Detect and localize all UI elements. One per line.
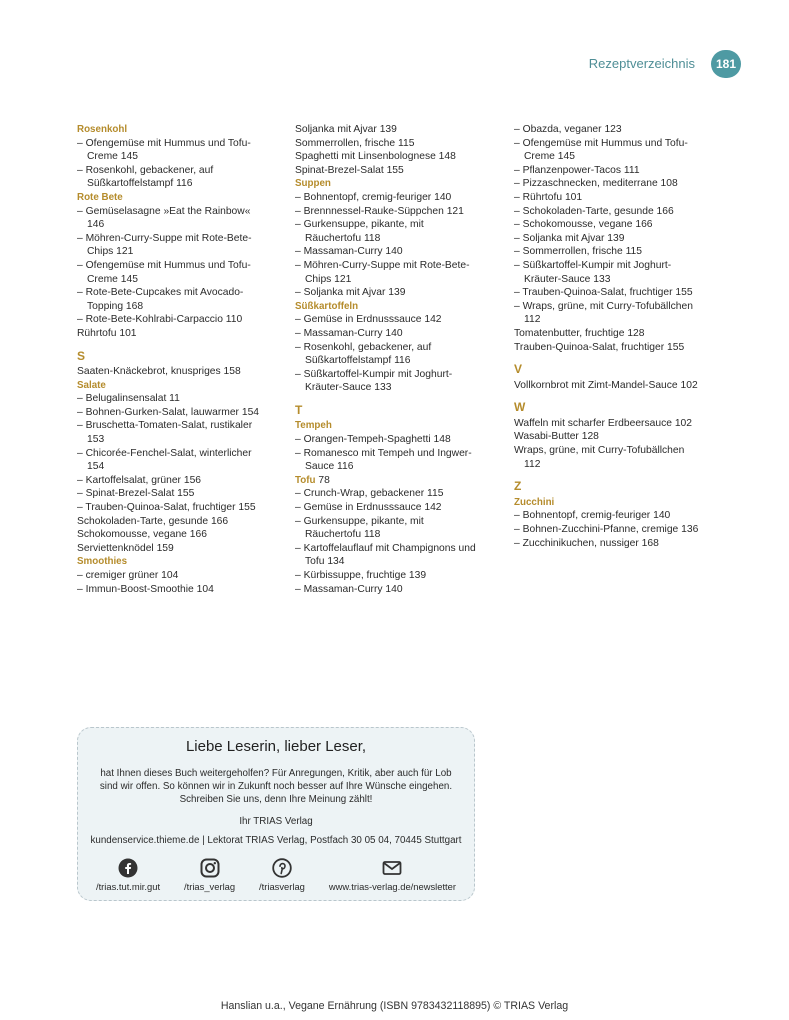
index-entry-continuation: Süßkartoffelstampf 116 xyxy=(87,178,193,190)
reader-text-line: sind wir offen. So können wir in Zukunft noch besser auf Ihre Wünsche eingehen. xyxy=(99,781,453,792)
index-subentry xyxy=(514,523,729,537)
page-number-badge: 181 xyxy=(711,50,741,78)
index-subentry-text: Kürbissuppe, fruchtige 139 xyxy=(303,570,427,581)
index-subentry xyxy=(295,515,495,529)
index-subentry xyxy=(77,259,282,273)
index-subentry xyxy=(295,313,495,327)
index-subentry xyxy=(514,286,729,300)
index-entry: Trauben-Quinoa-Salat, fruchtiger 155 xyxy=(514,341,685,353)
index-entry: Schokomousse, vegane 166 xyxy=(77,529,207,541)
index-subentry-text: Sommerrollen, frische 115 xyxy=(522,246,643,258)
index-subentry xyxy=(295,447,495,461)
index-subentry xyxy=(77,474,282,488)
social-label: www.trias-verlag.de/newsletter xyxy=(328,881,456,892)
index-entry-continuation: Creme 145 xyxy=(87,273,138,285)
dash-marker: – xyxy=(295,542,304,554)
dash-marker: – xyxy=(77,474,86,486)
dash-marker: – xyxy=(514,259,523,271)
index-subentry xyxy=(295,245,495,259)
dash-marker: – xyxy=(514,191,523,203)
index-subentry-text: Gemüse in Erdnusssauce 142 xyxy=(303,502,442,514)
dash-marker: – xyxy=(77,406,86,418)
index-subentry xyxy=(514,137,729,151)
dash-marker: – xyxy=(514,164,523,176)
index-subentry-text: Brennnessel-Rauke-Süppchen 121 xyxy=(303,205,464,217)
index-subentry-text: Romanesco mit Tempeh und Ingwer- xyxy=(303,447,472,459)
index-subentry-text: Crunch-Wrap, gebackener 115 xyxy=(303,488,444,500)
dash-marker: – xyxy=(514,510,523,522)
index-entry-continuation: 112 xyxy=(524,458,541,470)
index-subentry-text: Massaman-Curry 140 xyxy=(303,246,403,258)
index-entry-continuation: Kräuter-Sauce 133 xyxy=(524,273,611,285)
dash-marker: – xyxy=(295,570,304,581)
dash-marker: – xyxy=(295,434,304,446)
index-subheading: Rote Bete xyxy=(77,191,123,203)
reader-box-signature: Ihr TRIAS Verlag xyxy=(239,816,313,827)
index-entry: Saaten-Knäckebrot, knuspriges 158 xyxy=(77,366,241,378)
index-subentry xyxy=(514,205,729,219)
index-entry-continuation: Süßkartoffelstampf 116 xyxy=(305,355,411,367)
dash-marker: – xyxy=(295,259,304,271)
index-entry-continuation: 146 xyxy=(87,219,105,231)
dash-marker: – xyxy=(514,219,523,231)
index-subentry xyxy=(295,542,495,556)
index-subentry xyxy=(514,218,729,232)
index-subentry-text: Süßkartoffel-Kumpir mit Joghurt- xyxy=(522,259,672,271)
index-subentry-text: Kartoffelauflauf mit Champignons und xyxy=(303,542,476,554)
index-subheading: Süßkartoffeln xyxy=(295,300,359,312)
dash-marker: – xyxy=(514,124,523,135)
index-subentry-text: Gemüse in Erdnusssauce 142 xyxy=(303,314,442,326)
index-subentry-text: Spinat-Brezel-Salat 155 xyxy=(85,488,195,500)
index-subentry-text: Kartoffelsalat, grüner 156 xyxy=(85,474,202,486)
index-subentry-text: Möhren-Curry-Suppe mit Rote-Bete- xyxy=(85,232,252,244)
index-entry: Vollkornbrot mit Zimt-Mandel-Sauce 102 xyxy=(514,379,698,391)
index-entry-continuation: Chips 121 xyxy=(87,246,134,258)
index-subentry xyxy=(295,433,495,447)
index-subentry xyxy=(295,205,495,219)
dash-marker: – xyxy=(77,137,86,149)
index-subentry-text: Orangen-Tempeh-Spaghetti 148 xyxy=(303,434,451,446)
index-subentry xyxy=(295,501,495,515)
reader-box-text xyxy=(78,767,474,806)
index-entry: Spaghetti mit Linsenbolognese 148 xyxy=(295,151,456,163)
index-entry: Tomatenbutter, fruchtige 128 xyxy=(514,327,645,339)
index-subentry-text: Bohnen-Gurken-Salat, lauwarmer 154 xyxy=(85,406,260,418)
dash-marker: – xyxy=(77,420,86,432)
index-subentry-text: Trauben-Quinoa-Salat, fruchtiger 155 xyxy=(85,502,256,514)
index-subentry-text: Bohnentopf, cremig-feuriger 140 xyxy=(303,191,452,203)
index-subentry xyxy=(514,191,729,205)
index-entry-continuation: Creme 145 xyxy=(87,151,138,163)
index-subentry-text: Möhren-Curry-Suppe mit Rote-Bete- xyxy=(303,259,470,271)
index-subentry xyxy=(77,501,282,515)
index-subentry-text: Soljanka mit Ajvar 139 xyxy=(303,287,406,299)
index-subheading: Smoothies xyxy=(77,556,128,568)
index-entry: Rührtofu 101 xyxy=(77,327,137,339)
index-subentry xyxy=(77,392,282,406)
dash-marker: – xyxy=(77,205,86,217)
index-entry: Sommerrollen, frische 115 xyxy=(295,137,415,149)
social-links-row xyxy=(78,858,474,892)
index-subentry-text: Trauben-Quinoa-Salat, fruchtiger 155 xyxy=(522,287,693,299)
index-subentry-text: Bohnentopf, cremig-feuriger 140 xyxy=(522,510,671,522)
index-subentry xyxy=(295,487,495,501)
index-subentry-text: Bruschetta-Tomaten-Salat, rustikaler xyxy=(85,420,253,432)
index-subentry-text: Ofengemüse mit Hummus und Tofu- xyxy=(85,137,251,149)
index-subentry xyxy=(77,137,282,151)
index-page-number: 78 xyxy=(318,474,330,486)
dash-marker: – xyxy=(514,287,523,299)
dash-marker: – xyxy=(295,502,304,514)
dash-marker: – xyxy=(77,488,86,500)
dash-marker: – xyxy=(77,570,86,581)
index-subentry xyxy=(77,487,282,501)
index-subentry-text: Belugalinsensalat 11 xyxy=(85,393,180,405)
dash-marker: – xyxy=(514,232,523,244)
dash-marker: – xyxy=(295,219,304,231)
dash-marker: – xyxy=(514,178,523,190)
index-subentry xyxy=(514,164,729,178)
dash-marker: – xyxy=(295,287,304,299)
index-subentry-text: Gemüselasagne »Eat the Rainbow« xyxy=(85,205,251,217)
index-subentry xyxy=(514,259,729,273)
index-entry: Wraps, grüne, mit Curry-Tofubällchen xyxy=(514,445,685,457)
index-subentry-text: Gurkensuppe, pikante, mit xyxy=(303,219,424,231)
index-letter-heading: T xyxy=(295,402,303,417)
index-column-2 xyxy=(295,123,495,596)
dash-marker: – xyxy=(295,447,304,459)
index-column-3 xyxy=(514,123,729,550)
index-entry-continuation: Creme 145 xyxy=(524,151,575,163)
dash-marker: – xyxy=(514,537,523,549)
index-subentry-text: Zucchinikuchen, nussiger 168 xyxy=(522,537,659,549)
index-letter-heading: Z xyxy=(514,479,522,494)
dash-marker: – xyxy=(77,314,86,326)
index-subentry-text: Schokomousse, vegane 166 xyxy=(522,219,653,231)
index-subentry-text: Soljanka mit Ajvar 139 xyxy=(522,232,625,244)
index-entry-continuation: 112 xyxy=(524,314,541,326)
index-subentry-text: Chicorée-Fenchel-Salat, winterlicher xyxy=(85,447,252,459)
index-subentry xyxy=(514,300,729,314)
index-column-1 xyxy=(77,123,282,596)
index-subentry xyxy=(77,419,282,433)
index-entry-continuation: Chips 121 xyxy=(305,273,352,285)
index-subentry-text: cremiger grüner 104 xyxy=(85,570,179,581)
dash-marker: – xyxy=(295,488,304,500)
index-subentry xyxy=(514,232,729,246)
reader-feedback-box xyxy=(77,727,475,901)
index-subentry xyxy=(77,406,282,420)
dash-marker: – xyxy=(295,341,304,353)
social-link-pinterest[interactable] xyxy=(259,858,305,892)
index-entry-continuation: Tofu 134 xyxy=(305,556,345,568)
index-subentry-text: Rote-Bete-Cupcakes mit Avocado- xyxy=(85,287,244,299)
dash-marker: – xyxy=(77,447,86,459)
social-link-facebook[interactable] xyxy=(96,858,160,892)
index-entry-continuation: 153 xyxy=(87,434,105,446)
social-link-newsletter[interactable] xyxy=(329,858,456,892)
index-subentry-text: Obazda, veganer 123 xyxy=(522,124,622,135)
dash-marker: – xyxy=(295,246,304,258)
dash-marker: – xyxy=(295,205,304,217)
dash-marker: – xyxy=(514,300,523,312)
dash-marker: – xyxy=(295,327,304,339)
social-link-instagram[interactable] xyxy=(184,858,235,892)
index-entry: Waffeln mit scharfer Erdbeersauce 102 xyxy=(514,417,692,429)
dash-marker: – xyxy=(295,314,304,326)
index-subentry-text: Bohnen-Zucchini-Pfanne, cremige 136 xyxy=(522,524,699,536)
index-subentry xyxy=(77,205,282,219)
index-letter-heading: S xyxy=(77,348,86,363)
index-subentry xyxy=(295,327,495,341)
index-subentry xyxy=(77,286,282,300)
index-subentry-text: Wraps, grüne, mit Curry-Tofubällchen xyxy=(522,300,693,312)
index-subentry xyxy=(295,259,495,273)
index-subentry xyxy=(295,368,495,382)
index-subentry xyxy=(514,245,729,259)
dash-marker: – xyxy=(77,287,86,299)
dash-marker: – xyxy=(514,205,523,217)
index-subheading: Suppen xyxy=(295,178,331,190)
index-entry: Serviettenknödel 159 xyxy=(77,542,174,554)
index-subentry-text: Rosenkohl, gebackener, auf xyxy=(85,164,214,176)
header-section-title: Rezeptverzeichnis xyxy=(588,56,695,71)
index-subentry-text: Rote-Bete-Kohlrabi-Carpaccio 110 xyxy=(85,314,243,326)
dash-marker: – xyxy=(295,191,304,203)
dash-marker: – xyxy=(514,524,523,536)
index-subentry xyxy=(295,286,495,300)
index-entry-continuation: Kräuter-Sauce 133 xyxy=(305,382,392,394)
index-subheading: Tempeh xyxy=(295,420,332,432)
index-subentry-text: Gurkensuppe, pikante, mit xyxy=(303,515,424,527)
index-subentry xyxy=(77,583,282,597)
index-subentry xyxy=(514,177,729,191)
index-letter-heading: V xyxy=(514,362,523,377)
index-subentry xyxy=(77,447,282,461)
index-entry: Soljanka mit Ajvar 139 xyxy=(295,124,397,135)
index-subentry xyxy=(77,569,282,583)
pinterest-icon xyxy=(272,858,292,878)
reader-box-title: Liebe Leserin, lieber Leser, xyxy=(185,738,367,755)
page-footer: Hanslian u.a., Vegane Ernährung (ISBN 9783432118895) © TRIAS Verlag xyxy=(220,1000,569,1012)
dash-marker: – xyxy=(295,368,304,380)
index-entry: Schokoladen-Tarte, gesunde 166 xyxy=(77,515,229,527)
index-subentry xyxy=(77,313,282,327)
dash-marker: – xyxy=(295,583,304,595)
index-subheading-with-page xyxy=(295,474,495,488)
index-subheading: Rosenkohl xyxy=(77,124,128,135)
index-subentry xyxy=(77,232,282,246)
dash-marker: – xyxy=(77,502,86,514)
social-label: /triasverlag xyxy=(259,881,305,892)
index-subentry xyxy=(514,537,729,551)
index-subheading: Zucchini xyxy=(514,496,555,508)
index-subentry-text: Pizzaschnecken, mediterrane 108 xyxy=(522,178,678,190)
dash-marker: – xyxy=(77,583,86,595)
index-subentry xyxy=(295,569,495,583)
index-entry-continuation: 154 xyxy=(87,461,105,473)
dash-marker: – xyxy=(77,259,86,271)
dash-marker: – xyxy=(77,393,86,405)
index-subentry xyxy=(295,191,495,205)
index-subentry xyxy=(514,509,729,523)
index-entry: Wasabi-Butter 128 xyxy=(514,431,599,443)
index-subentry-text: Rührtofu 101 xyxy=(522,191,583,203)
index-subentry-text: Rosenkohl, gebackener, auf xyxy=(303,341,432,353)
dash-marker: – xyxy=(514,137,523,149)
index-subentry xyxy=(77,164,282,178)
index-subentry-text: Immun-Boost-Smoothie 104 xyxy=(85,583,214,595)
dash-marker: – xyxy=(77,164,86,176)
dash-marker: – xyxy=(77,232,86,244)
index-entry-continuation: Topping 168 xyxy=(87,300,144,312)
reader-box-contact: kundenservice.thieme.de | Lektorat TRIAS Verlag, Postfach 30 05 04, 70445 Stuttgart xyxy=(90,835,462,846)
index-letter-heading: W xyxy=(514,400,526,415)
index-subentry-text: Schokoladen-Tarte, gesunde 166 xyxy=(522,205,674,217)
index-subentry-text: Ofengemüse mit Hummus und Tofu- xyxy=(522,137,688,149)
index-subentry-text: Massaman-Curry 140 xyxy=(303,583,403,595)
index-subentry-text: Massaman-Curry 140 xyxy=(303,327,403,339)
instagram-icon xyxy=(200,858,220,878)
dash-marker: – xyxy=(514,246,523,258)
reader-text-line: Schreiben Sie uns, denn Ihre Meinung zählt! xyxy=(179,794,373,805)
index-subentry xyxy=(295,341,495,355)
index-entry-continuation: Räuchertofu 118 xyxy=(305,529,381,541)
social-label: /trias.tut.mir.gut xyxy=(95,881,161,892)
index-subentry xyxy=(295,218,495,232)
index-entry-continuation: Räuchertofu 118 xyxy=(305,232,381,244)
index-subheading: Salate xyxy=(77,379,106,391)
facebook-icon xyxy=(118,858,138,878)
index-entry-continuation: Sauce 116 xyxy=(305,461,354,473)
index-subentry-text: Pflanzenpower-Tacos 111 xyxy=(522,164,640,176)
index-subentry xyxy=(514,123,729,137)
index-subentry-text: Ofengemüse mit Hummus und Tofu- xyxy=(85,259,251,271)
index-subentry-text: Süßkartoffel-Kumpir mit Joghurt- xyxy=(303,368,453,380)
index-subentry xyxy=(295,583,495,597)
social-label: /trias_verlag xyxy=(184,881,236,892)
index-entry: Spinat-Brezel-Salat 155 xyxy=(295,164,404,176)
reader-text-line: hat Ihnen dieses Buch weitergeholfen? Für Anregungen, Kritik, aber auch für Lob xyxy=(100,768,452,779)
index-subheading: Tofu xyxy=(295,474,316,486)
dash-marker: – xyxy=(295,515,304,527)
mail-icon xyxy=(382,858,402,878)
